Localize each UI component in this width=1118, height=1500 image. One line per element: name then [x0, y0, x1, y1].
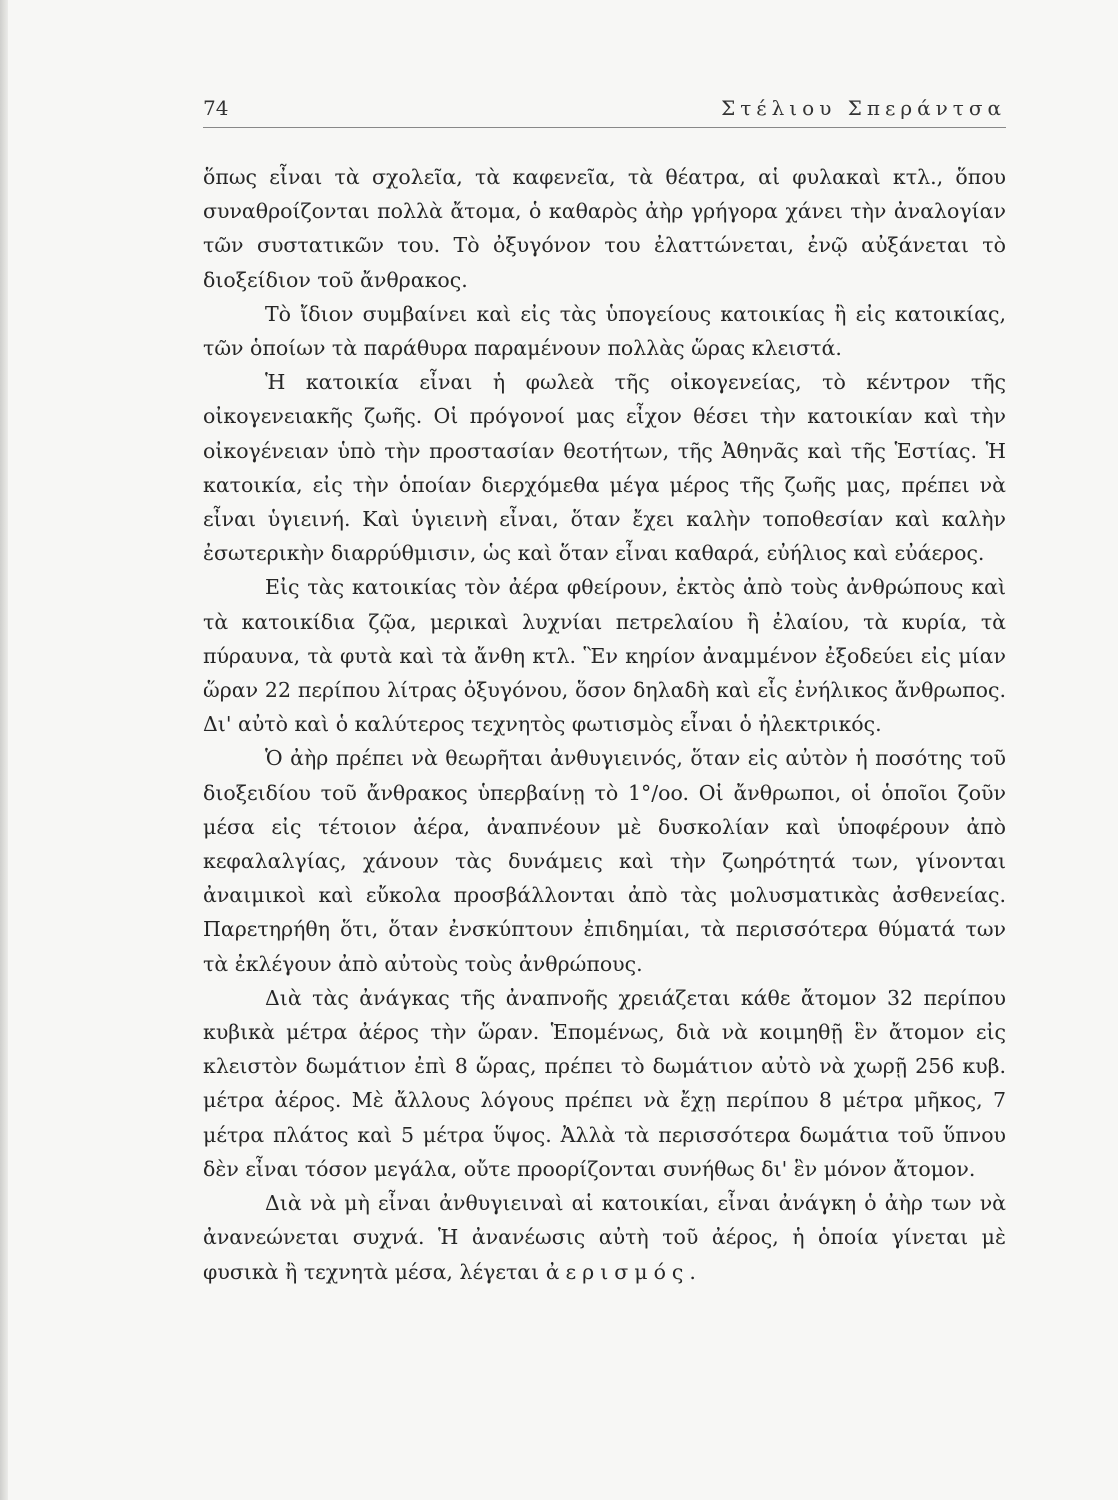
page-number: 74: [203, 96, 229, 120]
running-title: Στέλιου Σπεράντσα: [721, 96, 1006, 120]
paragraph: Εἰς τὰς κατοικίας τὸν ἀέρα φθείρουν, ἐκτὸς ἀπὸ τοὺς ἀνθρώπους καὶ τὰ κατοικίδια ζῷα, μερικαὶ λυχνίαι πετρελαίου ἢ ἐλαίου, τὰ κυρία, τὰ πύραυνα, τὰ φυτὰ καὶ τὰ ἄνθη κτλ. Ἓν κηρίον ἀναμμένον ἐξοδεύει εἰς μίαν ὥραν 22 περίπου λίτρας ὀξυγόνου, ὅσον δηλαδὴ καὶ εἷς ἐνήλικος ἄνθρωπος. Δι' αὐτὸ καὶ ὁ καλύτερος τεχνητὸς φωτισμὸς εἶναι ὁ ἠλεκτρικός.: [203, 575, 1006, 737]
page-spine-shadow: [0, 0, 8, 1500]
header-rule: [203, 127, 1006, 128]
emphasized-term: ἀερισμός.: [545, 1259, 702, 1284]
body-text: [203, 160, 1006, 1289]
paragraph: [203, 1186, 1006, 1289]
page-header: [203, 96, 1006, 136]
paragraph: Ἡ κατοικία εἶναι ἡ φωλεὰ τῆς οἰκογενείας, τὸ κέντρον τῆς οἰκογενειακῆς ζωῆς. Οἱ πρόγονοί μας εἶχον θέσει τὴν κατοικίαν καὶ τὴν οἰκογένειαν ὑπὸ τὴν προστασίαν θεοτήτων, τῆς Ἀθηνᾶς καὶ τῆς Ἑστίας. Ἡ κατοικία, εἰς τὴν ὁποίαν διερχόμεθα μέγα μέρος τῆς ζωῆς μας, πρέπει νὰ εἶναι ὑγιεινή. Καὶ ὑγιεινὴ εἶναι, ὅταν ἔχει καλὴν τοποθεσίαν καὶ καλὴν ἐσωτερικὴν διαρρύθμισιν, ὡς καὶ ὅταν εἶναι καθαρά, εὐήλιος καὶ εὐάερος.: [203, 370, 1006, 566]
paragraph-text: Διὰ νὰ μὴ εἶναι ἀνθυγιειναὶ αἱ κατοικίαι, εἶναι ἀνάγκη ὁ ἀὴρ των νὰ ἀνανεώνεται συχνά. Ἡ ἀνανέωσις αὐτὴ τοῦ ἀέρος, ἡ ὁποία γίνεται μὲ φυσικὰ ἢ τεχνητὰ μέσα, λέγεται: [203, 1191, 1006, 1284]
paragraph: ὅπως εἶναι τὰ σχολεῖα, τὰ καφενεῖα, τὰ θέατρα, αἱ φυλακαὶ κτλ., ὅπου συναθροίζονται πολλὰ ἄτομα, ὁ καθαρὸς ἀὴρ γρήγορα χάνει τὴν ἀναλογίαν τῶν συστατικῶν του. Τὸ ὀξυγόνον του ἐλαττώνεται, ἐνῷ αὐξάνεται τὸ διοξείδιον τοῦ ἄνθρακος.: [203, 165, 1006, 292]
paragraph: Ὁ ἀὴρ πρέπει νὰ θεωρῆται ἀνθυγιεινός, ὅταν εἰς αὐτὸν ἡ ποσότης τοῦ διοξειδίου τοῦ ἄνθρακος ὑπερβαίνῃ τὸ 1°/oo. Οἱ ἄνθρωποι, οἱ ὁποῖοι ζοῦν μέσα εἰς τέτοιον ἀέρα, ἀναπνέουν μὲ δυσκολίαν καὶ ὑποφέρουν ἀπὸ κεφαλαλγίας, χάνουν τὰς δυνάμεις καὶ τὴν ζωηρότητά των, γίνονται ἀναιμικοὶ καὶ εὔκολα προσβάλλονται ἀπὸ τὰς μολυσματικὰς ἀσθενείας. Παρετηρήθη ὅτι, ὅταν ἐνσκύπτουν ἐπιδημίαι, τὰ περισσότερα θύματά των τὰ ἐκλέγουν ἀπὸ αὐτοὺς τοὺς ἀνθρώπους.: [203, 746, 1006, 976]
paragraph: Τὸ ἴδιον συμβαίνει καὶ εἰς τὰς ὑπογείους κατοικίας ἢ εἰς κατοικίας, τῶν ὁποίων τὰ παράθυρα παραμένουν πολλὰς ὥρας κλειστά.: [203, 301, 1006, 361]
paragraph: Διὰ τὰς ἀνάγκας τῆς ἀναπνοῆς χρειάζεται κάθε ἄτομον 32 περίπου κυβικὰ μέτρα ἀέρος τὴν ὥραν. Ἑπομένως, διὰ νὰ κοιμηθῇ ἓν ἄτομον εἰς κλειστὸν δωμάτιον ἐπὶ 8 ὥρας, πρέπει τὸ δωμάτιον αὐτὸ νὰ χωρῇ 256 κυβ. μέτρα ἀέρος. Μὲ ἄλλους λόγους πρέπει νὰ ἔχῃ περίπου 8 μέτρα μῆκος, 7 μέτρα πλάτος καὶ 5 μέτρα ὕψος. Ἀλλὰ τὰ περισσότερα δωμάτια τοῦ ὕπνου δὲν εἶναι τόσον μεγάλα, οὔτε προορίζονται συνήθως δι' ἓν μόνον ἄτομον.: [203, 985, 1006, 1181]
